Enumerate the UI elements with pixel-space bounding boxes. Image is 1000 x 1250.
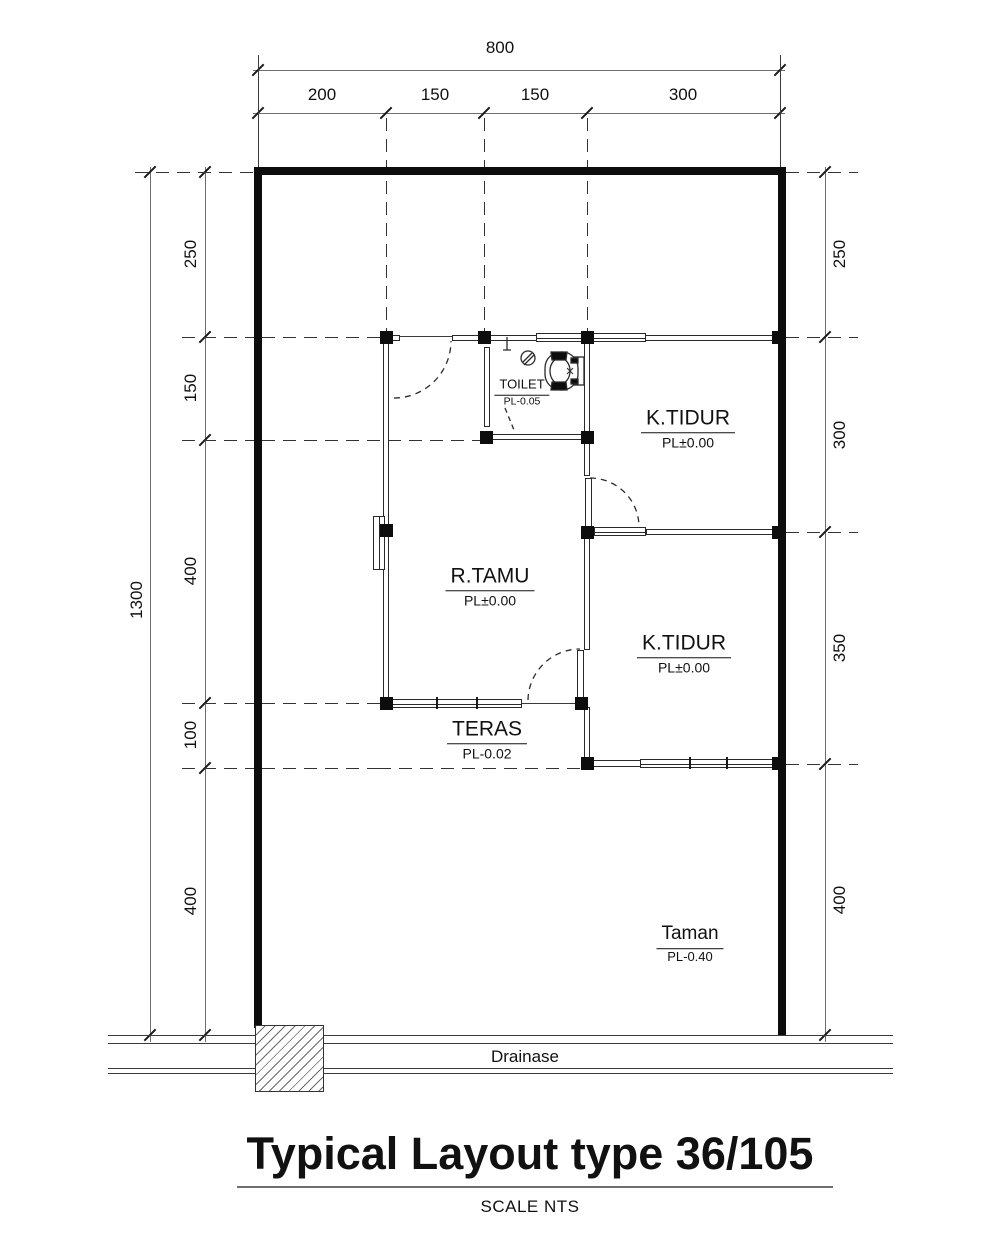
extension-line bbox=[780, 55, 781, 169]
room-label-teras bbox=[447, 715, 527, 762]
room-label-living bbox=[446, 562, 535, 609]
window bbox=[389, 699, 522, 708]
column bbox=[380, 524, 393, 537]
toilet-leader-line bbox=[505, 408, 514, 430]
extension-line bbox=[135, 172, 254, 173]
drainage-line bbox=[108, 1068, 893, 1069]
drainage-line bbox=[108, 1035, 893, 1036]
dim-top-overall-label: 800 bbox=[485, 38, 515, 57]
bedroom-divider-wall bbox=[646, 529, 780, 535]
column bbox=[581, 331, 594, 344]
window bbox=[594, 527, 646, 536]
dim-top-segment-line bbox=[253, 113, 785, 114]
dim-top-segment-label-3: 300 bbox=[668, 85, 698, 104]
room-label-toilet bbox=[494, 375, 549, 410]
extension-line bbox=[182, 440, 254, 441]
dim-left-segment-label-0: 250 bbox=[181, 239, 200, 269]
room-label-bedroom-1 bbox=[641, 404, 735, 451]
door-leaf-front bbox=[577, 650, 584, 700]
column bbox=[480, 431, 493, 444]
dim-left-segment-label-1: 150 bbox=[181, 373, 200, 403]
dim-right-segment-label-1: 300 bbox=[830, 420, 849, 450]
column bbox=[581, 431, 594, 444]
room-level: PL-0.05 bbox=[503, 395, 541, 408]
hatch-marker bbox=[255, 1025, 324, 1092]
dim-right-segment-label-0: 250 bbox=[830, 239, 849, 269]
drainage-line bbox=[108, 1073, 893, 1074]
dim-left-segment-label-3: 100 bbox=[181, 720, 200, 750]
drainage-line bbox=[108, 1043, 893, 1044]
teras-edge-line bbox=[378, 768, 586, 769]
extension-line bbox=[786, 172, 858, 173]
dim-top-segment-label-2: 150 bbox=[520, 85, 550, 104]
window bbox=[640, 759, 776, 768]
door-arc-front bbox=[528, 649, 580, 700]
plot-wall-right bbox=[778, 167, 786, 1035]
room-name: K.TIDUR bbox=[637, 629, 731, 658]
column bbox=[772, 757, 785, 770]
dim-right-segment-line bbox=[825, 167, 826, 1042]
window bbox=[536, 333, 584, 342]
column bbox=[581, 526, 594, 539]
extension-line bbox=[262, 768, 378, 769]
drainase-label: Drainase bbox=[490, 1047, 560, 1066]
grid-line bbox=[484, 118, 485, 334]
room-name: K.TIDUR bbox=[641, 404, 735, 433]
floor-drain-icon bbox=[521, 351, 535, 365]
dim-left-segment-label-4: 400 bbox=[181, 886, 200, 916]
toilet-wall-left bbox=[484, 347, 490, 427]
extension-line bbox=[262, 703, 383, 704]
room-name: Taman bbox=[656, 922, 723, 949]
extension-line bbox=[258, 55, 259, 169]
window-divider bbox=[689, 757, 691, 769]
extension-line bbox=[182, 768, 254, 769]
room-name: R.TAMU bbox=[446, 562, 535, 591]
room-level: PL±0.00 bbox=[657, 659, 711, 676]
grid-line bbox=[386, 118, 387, 334]
door-threshold bbox=[400, 336, 452, 337]
room-name: TERAS bbox=[447, 715, 527, 744]
house-wall-mid bbox=[584, 341, 590, 476]
dim-right-segment-label-2: 350 bbox=[830, 633, 849, 663]
dim-left-segment-label-2: 400 bbox=[181, 556, 200, 586]
dim-left-overall-label: 1300 bbox=[127, 581, 146, 619]
house-wall-mid bbox=[584, 707, 590, 762]
window bbox=[592, 333, 646, 342]
column bbox=[581, 757, 594, 770]
column bbox=[772, 331, 785, 344]
column bbox=[380, 697, 393, 710]
column bbox=[575, 697, 588, 710]
extension-line bbox=[786, 764, 858, 765]
room-level: PL-0.02 bbox=[462, 745, 512, 762]
dim-top-overall-line bbox=[253, 70, 785, 71]
door-leaf-bedroom1 bbox=[585, 478, 592, 528]
toilet-fixture-icon bbox=[545, 352, 584, 390]
dim-top-segment-label-0: 200 bbox=[307, 85, 337, 104]
extension-line bbox=[262, 440, 484, 441]
toilet-wall-bottom bbox=[484, 434, 590, 440]
house-wall-mid bbox=[584, 535, 590, 650]
dim-top-segment-label-1: 150 bbox=[420, 85, 450, 104]
door-arc-back bbox=[394, 341, 451, 398]
room-level: PL±0.00 bbox=[661, 434, 715, 451]
window-divider bbox=[436, 697, 438, 709]
column bbox=[380, 331, 393, 344]
plot-wall-top bbox=[254, 167, 786, 175]
room-label-garden bbox=[656, 922, 723, 966]
room-level: PL-0.40 bbox=[667, 948, 713, 964]
extension-line bbox=[786, 532, 858, 533]
extension-line bbox=[262, 337, 383, 338]
room-name: TOILET bbox=[494, 377, 549, 396]
door-threshold bbox=[522, 703, 580, 704]
drawing-scale-note: SCALE NTS bbox=[480, 1197, 580, 1216]
dim-left-segment-line bbox=[205, 167, 206, 1042]
extension-line bbox=[182, 703, 254, 704]
room-level: PL±0.00 bbox=[463, 592, 517, 609]
grid-line bbox=[587, 118, 588, 334]
dim-left-overall-line bbox=[150, 167, 151, 1042]
extension-line bbox=[182, 337, 254, 338]
window-divider bbox=[476, 697, 478, 709]
room-label-bedroom-2 bbox=[637, 629, 731, 676]
door-arc-bedroom1 bbox=[590, 478, 639, 527]
column bbox=[478, 331, 491, 344]
title-rule bbox=[237, 1186, 833, 1188]
column bbox=[772, 526, 785, 539]
extension-line bbox=[786, 337, 858, 338]
window-divider bbox=[726, 757, 728, 769]
plot-wall-left bbox=[254, 167, 262, 1028]
dim-right-segment-label-3: 400 bbox=[830, 885, 849, 915]
drawing-title: Typical Layout type 36/105 bbox=[246, 1128, 814, 1179]
